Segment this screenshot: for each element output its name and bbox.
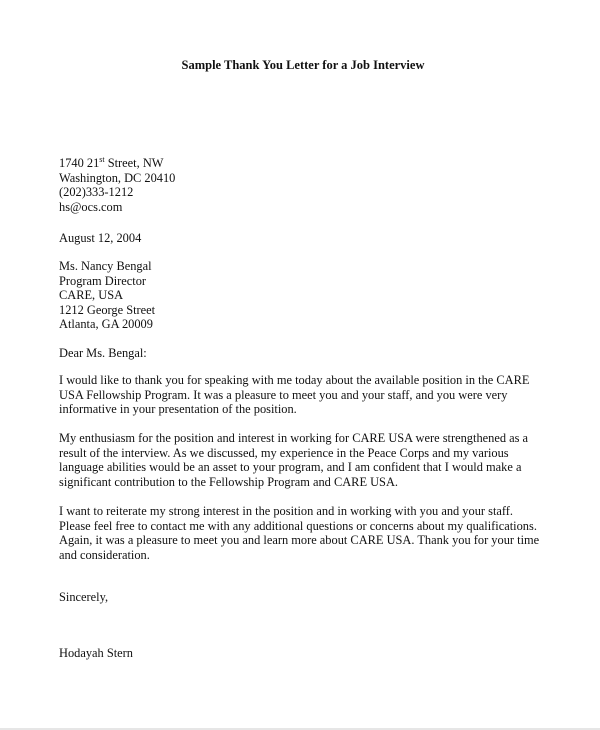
- sender-email: hs@ocs.com: [59, 199, 123, 214]
- salutation: Dear Ms. Bengal:: [59, 346, 147, 360]
- letter-date: August 12, 2004: [59, 231, 142, 245]
- body-paragraph: [59, 504, 559, 562]
- paragraph-line: Please feel free to contact me with any additional questions or concerns about my qualifications.: [59, 518, 537, 533]
- recipient-city: Atlanta, GA 20009: [59, 317, 153, 332]
- signature-name: Hodayah Stern: [59, 646, 133, 660]
- recipient-name: Ms. Nancy Bengal: [59, 259, 152, 273]
- recipient-street: 1212 George Street: [59, 302, 156, 317]
- sender-city: Washington, DC 20410: [59, 170, 176, 185]
- paragraph-line: significant contribution to the Fellowship Program and CARE USA.: [59, 474, 398, 489]
- sender-phone: (202)333-1212: [59, 185, 134, 200]
- paragraph-line: I want to reiterate my strong interest in the position and in working with you and your staff.: [59, 504, 514, 518]
- body-paragraph: [59, 373, 559, 417]
- sender-street: 1740 21st Street, NW: [59, 155, 164, 170]
- recipient-org: CARE, USA: [59, 288, 124, 303]
- paragraph-line: Again, it was a pleasure to meet you and learn more about CARE USA. Thank you for your time: [59, 533, 540, 548]
- paragraph-line: informative in your presentation of the position.: [59, 402, 297, 417]
- paragraph-line: USA Fellowship Program. It was a pleasure to meet you and your staff, and you were very: [59, 387, 508, 402]
- recipient-address: [59, 259, 559, 332]
- closing: Sincerely,: [59, 590, 109, 604]
- document-title: Sample Thank You Letter for a Job Interview: [181, 58, 425, 72]
- paragraph-line: and consideration.: [59, 547, 150, 562]
- sender-address: [59, 156, 559, 214]
- ordinal-suffix: st: [99, 155, 105, 164]
- body-paragraph: [59, 431, 559, 489]
- paragraph-line: My enthusiasm for the position and interest in working for CARE USA were strengthened as a: [59, 431, 529, 445]
- paragraph-line: result of the interview. As we discussed, my experience in the Peace Corps and my various: [59, 445, 509, 460]
- recipient-role: Program Director: [59, 273, 147, 288]
- paragraph-line: language abilities would be an asset to your program, and I am confident that I would make a: [59, 460, 522, 475]
- paragraph-line: I would like to thank you for speaking with me today about the available position in the CARE: [59, 373, 530, 387]
